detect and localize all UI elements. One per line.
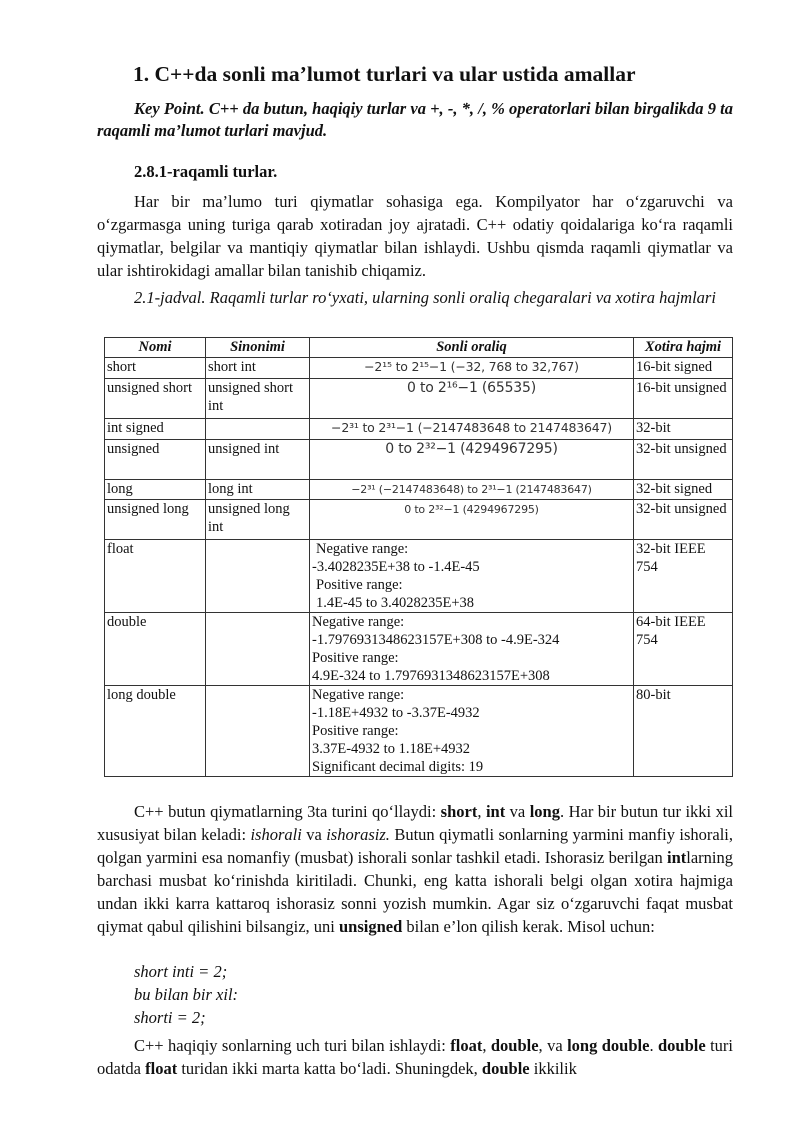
column-header: Sonli oraliq	[310, 338, 634, 358]
range-text: 0 to 2³²−1 (4294967295)	[404, 503, 539, 516]
memory-cell: 64-bit IEEE 754	[634, 613, 733, 686]
range-text: 0 to 2¹⁶−1 (65535)	[407, 380, 536, 396]
range-text: −2³¹ to 2³¹−1 (−2147483648 to 2147483647)	[331, 420, 612, 435]
table-row	[105, 419, 733, 440]
range-line: 3.37E-4932 to 1.18E+4932	[312, 741, 470, 757]
range-line: 4.9E-324 to 1.7976931348623157E+308	[312, 668, 550, 684]
range-text: 0 to 2³²−1 (4294967295)	[385, 441, 558, 457]
synonym-cell: unsigned int	[206, 440, 310, 480]
code-line: bu bilan bir xil:	[134, 985, 239, 1004]
table-row	[105, 613, 733, 686]
range-line: 1.4E-45 to 3.4028235E+38	[316, 595, 474, 611]
column-header: Sinonimi	[206, 338, 310, 358]
type-name-cell: short	[105, 358, 206, 379]
table-row	[105, 379, 733, 419]
type-name-cell: float	[105, 540, 206, 613]
range-cell	[310, 613, 634, 686]
table-caption: 2.1-jadval. Raqamli turlar ro‘yxati, ularning sonli oraliq chegaralari va xotira hajmlari	[134, 288, 716, 307]
range-text: −2¹⁵ to 2¹⁵−1 (−32, 768 to 32,767)	[364, 359, 579, 374]
synonym-cell: long int	[206, 480, 310, 500]
range-line: Negative range:	[312, 614, 405, 630]
integer-types-paragraph: C++ butun qiymatlarning 3ta turini qo‘llaydi: short, int va long. Har bir butun tur ikki xil xususiyat bilan keladi: ishorali va ishorasiz. Butun qiymatli sonlarning yarmini manfiy ishorali, qolgan yarmini esa nomanfiy (musbat) ishorali sonlar tashkil etadi. Ishorasiz berilgan intlarning barchasi musbat ko‘rinishda kiritiladi. Chunki, eng katta ishorali belgi olgan xotira hajmiga undan ikki karra kattaroq ishorasiz sonni yozish mumkin. Agar siz o‘zgaruvchi faqat musbat qiymat qabul qilishini bilsangiz, uni unsigned bilan e’lon qilish kerak. Misol uchun:	[97, 802, 734, 936]
range-line: Negative range:	[316, 541, 409, 557]
type-name-cell: double	[105, 613, 206, 686]
type-name-cell: int signed	[105, 419, 206, 440]
range-line: Positive range:	[312, 650, 399, 666]
key-point: Key Point. C++ da butun, haqiqiy turlar va +, -, *, /, % operatorlari bilan birgalikda 9 ta raqamli ma’lumot turlari mavjud.	[97, 99, 733, 140]
range-cell	[310, 480, 634, 500]
code-example	[134, 960, 238, 1029]
synonym-cell: short int	[206, 358, 310, 379]
range-cell	[310, 540, 634, 613]
synonym-cell	[206, 686, 310, 777]
synonym-cell	[206, 419, 310, 440]
synonym-cell	[206, 540, 310, 613]
code-line: short inti = 2;	[134, 962, 228, 981]
float-types-paragraph: C++ haqiqiy sonlarning uch turi bilan ishlaydi: float, double, va long double. double turi odatda float turidan ikki marta katta bo‘ladi. Shuningdek, double ikkilik	[97, 1036, 734, 1078]
synonym-cell: unsigned long int	[206, 500, 310, 540]
intro-paragraph: Har bir ma’lumo turi qiymatlar sohasiga ega. Kompilyator har o‘zgaruvchi va o‘zgarmasga uning turiga qarab xotiradan joy ajratadi. C++ odatiy qoidalariga ko‘ra raqamli qiymatlar, belgilar va mantiqiy qiymatlar bilan ishlaydi. Ushbu qismda raqamli qiymatlar va ular ishtirokidagi amallar bilan tanishib chiqamiz.	[97, 192, 733, 280]
table-row	[105, 480, 733, 500]
column-header: Nomi	[105, 338, 206, 358]
memory-cell: 16-bit signed	[634, 358, 733, 379]
range-line: -1.18E+4932 to -3.37E-4932	[312, 705, 480, 721]
range-line: -3.4028235E+38 to -1.4E-45	[312, 559, 480, 575]
type-name-cell: long double	[105, 686, 206, 777]
code-line: shorti = 2;	[134, 1008, 206, 1027]
range-line: Positive range:	[316, 577, 403, 593]
numeric-types-table	[104, 337, 733, 777]
range-cell	[310, 358, 634, 379]
section-subheading: 2.8.1-raqamli turlar.	[134, 162, 278, 181]
table-row	[105, 500, 733, 540]
range-line: Positive range:	[312, 723, 399, 739]
page-title: 1. C++da sonli ma’lumot turlari va ular ustida amallar	[133, 62, 636, 86]
range-cell	[310, 440, 634, 480]
memory-cell: 32-bit	[634, 419, 733, 440]
column-header: Xotira hajmi	[634, 338, 733, 358]
memory-cell: 32-bit unsigned	[634, 500, 733, 540]
table-row	[105, 358, 733, 379]
table-header-row	[105, 338, 733, 358]
type-name-cell: unsigned long	[105, 500, 206, 540]
range-cell	[310, 379, 634, 419]
range-cell	[310, 419, 634, 440]
range-cell	[310, 686, 634, 777]
type-name-cell: unsigned short	[105, 379, 206, 419]
memory-cell: 32-bit IEEE 754	[634, 540, 733, 613]
table-row	[105, 440, 733, 480]
type-name-cell: unsigned	[105, 440, 206, 480]
range-line: Negative range:	[312, 687, 405, 703]
synonym-cell	[206, 613, 310, 686]
range-line: -1.7976931348623157E+308 to -4.9E-324	[312, 632, 560, 648]
range-text: −2³¹ (−2147483648) to 2³¹−1 (2147483647)	[351, 483, 592, 496]
table-row	[105, 540, 733, 613]
range-cell	[310, 500, 634, 540]
type-name-cell: long	[105, 480, 206, 500]
range-line: Significant decimal digits: 19	[312, 759, 484, 775]
memory-cell: 16-bit unsigned	[634, 379, 733, 419]
synonym-cell: unsigned short int	[206, 379, 310, 419]
memory-cell: 32-bit signed	[634, 480, 733, 500]
memory-cell: 80-bit	[634, 686, 733, 777]
memory-cell: 32-bit unsigned	[634, 440, 733, 480]
table-row	[105, 686, 733, 777]
